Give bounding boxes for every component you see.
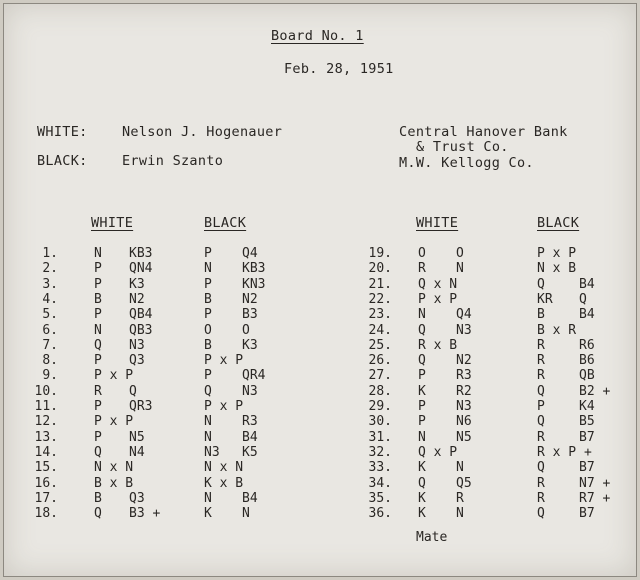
white-move-piece: P x P [94, 414, 134, 430]
black-move-piece: B x R [537, 322, 577, 338]
black-move-square: B3 [242, 307, 258, 323]
black-move-square: B2 + [579, 383, 611, 399]
black-affiliation: M.W. Kellogg Co. [399, 155, 534, 171]
black-move-square: B7 [579, 429, 595, 445]
move-number: 19. [368, 246, 392, 261]
move-number: 32. [368, 444, 392, 460]
black-move-square: N2 [242, 291, 258, 307]
white-move-piece: B [94, 291, 102, 307]
white-move-square: QB4 [129, 307, 153, 323]
black-move-square: KB3 [242, 261, 266, 277]
white-move-square: R [456, 490, 464, 506]
white-move-square: QR3 [129, 399, 153, 414]
black-move-piece: P [537, 399, 545, 414]
move-number: 30. [368, 414, 392, 430]
white-move-square: Q3 [129, 490, 145, 506]
black-move-square: R3 [242, 414, 258, 430]
black-move-square: Q4 [242, 246, 258, 261]
black-move-piece: P x P [204, 353, 244, 369]
black-move-piece: K [204, 506, 212, 522]
white-move-square: K3 [129, 276, 145, 292]
black-move-square: O [242, 322, 250, 338]
black-move-piece: R [537, 368, 545, 384]
move-number: 15. [34, 460, 58, 476]
move-number: 5. [42, 307, 58, 323]
white-move-square: N3 [456, 322, 472, 338]
board-title: Board No. 1 [271, 28, 364, 44]
black-move-piece: R [537, 353, 545, 369]
result-mate: Mate [416, 530, 448, 545]
black-move-piece: B [204, 337, 212, 353]
move-number: 18. [34, 506, 58, 522]
black-move-piece: P [204, 246, 212, 261]
white-player-name: Nelson J. Hogenauer [122, 124, 283, 140]
black-move-piece: R [537, 490, 545, 506]
white-move-square: QB3 [129, 322, 153, 338]
black-move-piece: Q [537, 383, 545, 399]
white-move-square: N [456, 261, 464, 277]
white-move-piece: P [94, 429, 102, 445]
white-move-square: O [456, 246, 464, 261]
black-move-square: N [242, 506, 250, 522]
white-move-square: Q5 [456, 475, 472, 491]
black-move-piece: P x P [204, 399, 244, 414]
right-white-column-header: WHITE [416, 215, 459, 231]
black-move-square: K4 [579, 399, 595, 414]
black-move-square: B4 [579, 276, 595, 292]
move-number: 7. [42, 337, 58, 353]
black-move-piece: R [537, 475, 545, 491]
white-move-piece: N [418, 429, 426, 445]
white-move-piece: K [418, 460, 426, 476]
white-move-piece: P x P [418, 291, 458, 307]
move-number: 23. [368, 307, 392, 323]
black-move-piece: N x N [204, 460, 244, 476]
white-move-piece: K [418, 490, 426, 506]
move-number: 34. [368, 475, 392, 491]
black-move-piece: N x B [537, 261, 577, 277]
move-number: 4. [42, 291, 58, 307]
white-move-square: KB3 [129, 246, 153, 261]
black-move-piece: P [204, 276, 212, 292]
white-move-square: N2 [129, 291, 145, 307]
move-number: 31. [368, 429, 392, 445]
black-move-square: QR4 [242, 368, 266, 384]
black-move-square: B4 [579, 307, 595, 323]
black-move-piece: B [204, 291, 212, 307]
white-move-square: Q4 [456, 307, 472, 323]
black-move-square: Q [579, 291, 587, 307]
black-move-square: K5 [242, 444, 258, 460]
white-move-piece: P x P [94, 368, 134, 384]
black-move-piece: N [204, 429, 212, 445]
white-move-square: N4 [129, 444, 145, 460]
white-move-piece: P [94, 261, 102, 277]
move-number: 33. [368, 460, 392, 476]
white-move-piece: Q [418, 475, 426, 491]
white-move-piece: Q x N [418, 276, 458, 292]
white-move-square: Q [129, 383, 137, 399]
black-move-piece: N [204, 261, 212, 277]
white-move-square: N6 [456, 414, 472, 430]
black-move-piece: P [204, 368, 212, 384]
white-affiliation-line1: Central Hanover Bank [399, 124, 568, 140]
move-number: 35. [368, 490, 392, 506]
black-move-piece: O [204, 322, 212, 338]
move-number: 2. [42, 261, 58, 277]
white-move-piece: Q x P [418, 444, 458, 460]
black-move-piece: Q [537, 460, 545, 476]
black-move-piece: P [204, 307, 212, 323]
white-move-piece: N [94, 246, 102, 261]
white-move-piece: R [94, 383, 102, 399]
white-move-square: N3 [456, 399, 472, 414]
white-move-square: B3 + [129, 506, 161, 522]
white-move-square: N [456, 506, 464, 522]
black-move-piece: Q [537, 276, 545, 292]
black-move-square: N7 + [579, 475, 611, 491]
white-move-piece: Q [418, 322, 426, 338]
move-number: 20. [368, 261, 392, 277]
black-move-piece: K x B [204, 475, 244, 491]
move-number: 12. [34, 414, 58, 430]
move-number: 14. [34, 444, 58, 460]
black-move-piece: Q [537, 506, 545, 522]
move-number: 24. [368, 322, 392, 338]
white-move-piece: Q [94, 506, 102, 522]
black-move-square: KN3 [242, 276, 266, 292]
move-number: 1. [42, 246, 58, 261]
move-number: 3. [42, 276, 58, 292]
move-number: 16. [34, 475, 58, 491]
white-label: WHITE: [37, 124, 88, 140]
move-number: 8. [42, 353, 58, 369]
black-move-square: B7 [579, 460, 595, 476]
white-move-piece: Q [94, 337, 102, 353]
black-label: BLACK: [37, 153, 88, 169]
white-move-piece: O [418, 246, 426, 261]
black-move-piece: KR [537, 291, 553, 307]
black-move-piece: R x P + [537, 444, 592, 460]
white-move-piece: Q [418, 353, 426, 369]
white-move-square: N3 [129, 337, 145, 353]
left-white-column-header: WHITE [91, 215, 134, 231]
white-move-piece: K [418, 506, 426, 522]
move-number: 25. [368, 337, 392, 353]
white-move-piece: P [418, 399, 426, 414]
white-move-square: QN4 [129, 261, 153, 277]
black-move-piece: B [537, 307, 545, 323]
black-move-square: R6 [579, 337, 595, 353]
move-number: 10. [34, 383, 58, 399]
move-number: 6. [42, 322, 58, 338]
black-move-square: B4 [242, 490, 258, 506]
black-move-square: N3 [242, 383, 258, 399]
white-move-piece: N [418, 307, 426, 323]
white-move-piece: R [418, 261, 426, 277]
white-move-piece: K [418, 383, 426, 399]
game-date: Feb. 28, 1951 [284, 61, 394, 77]
white-move-square: R3 [456, 368, 472, 384]
black-move-piece: Q [537, 414, 545, 430]
move-number: 11. [34, 399, 58, 414]
left-black-column-header: BLACK [204, 215, 247, 231]
black-move-piece: R [537, 337, 545, 353]
white-move-piece: N [94, 322, 102, 338]
white-move-piece: R x B [418, 337, 458, 353]
black-move-piece: N [204, 490, 212, 506]
move-number: 26. [368, 353, 392, 369]
white-move-piece: P [418, 414, 426, 430]
white-move-square: N2 [456, 353, 472, 369]
move-number: 17. [34, 490, 58, 506]
white-move-piece: Q [94, 444, 102, 460]
white-move-square: Q3 [129, 353, 145, 369]
white-move-square: R2 [456, 383, 472, 399]
move-number: 29. [368, 399, 392, 414]
white-move-piece: P [418, 368, 426, 384]
white-move-square: N [456, 460, 464, 476]
black-move-square: B5 [579, 414, 595, 430]
move-number: 36. [368, 506, 392, 522]
move-number: 21. [368, 276, 392, 292]
move-number: 9. [42, 368, 58, 384]
black-move-square: K3 [242, 337, 258, 353]
white-move-piece: B [94, 490, 102, 506]
move-number: 28. [368, 383, 392, 399]
white-move-piece: P [94, 399, 102, 414]
white-affiliation-line2: & Trust Co. [416, 139, 509, 155]
black-move-piece: N3 [204, 444, 220, 460]
white-move-piece: P [94, 353, 102, 369]
white-move-piece: P [94, 276, 102, 292]
black-move-piece: P x P [537, 246, 577, 261]
black-move-square: B6 [579, 353, 595, 369]
move-number: 27. [368, 368, 392, 384]
white-move-piece: P [94, 307, 102, 323]
black-player-name: Erwin Szanto [122, 153, 224, 169]
white-move-piece: B x B [94, 475, 134, 491]
black-move-square: QB [579, 368, 595, 384]
move-number: 13. [34, 429, 58, 445]
black-move-piece: R [537, 429, 545, 445]
black-move-square: R7 + [579, 490, 611, 506]
white-move-piece: N x N [94, 460, 134, 476]
black-move-piece: N [204, 414, 212, 430]
white-move-square: N5 [456, 429, 472, 445]
black-move-square: B4 [242, 429, 258, 445]
move-number: 22. [368, 291, 392, 307]
white-move-square: N5 [129, 429, 145, 445]
scoresheet-page [3, 3, 637, 577]
black-move-piece: Q [204, 383, 212, 399]
right-black-column-header: BLACK [537, 215, 580, 231]
black-move-square: B7 [579, 506, 595, 522]
